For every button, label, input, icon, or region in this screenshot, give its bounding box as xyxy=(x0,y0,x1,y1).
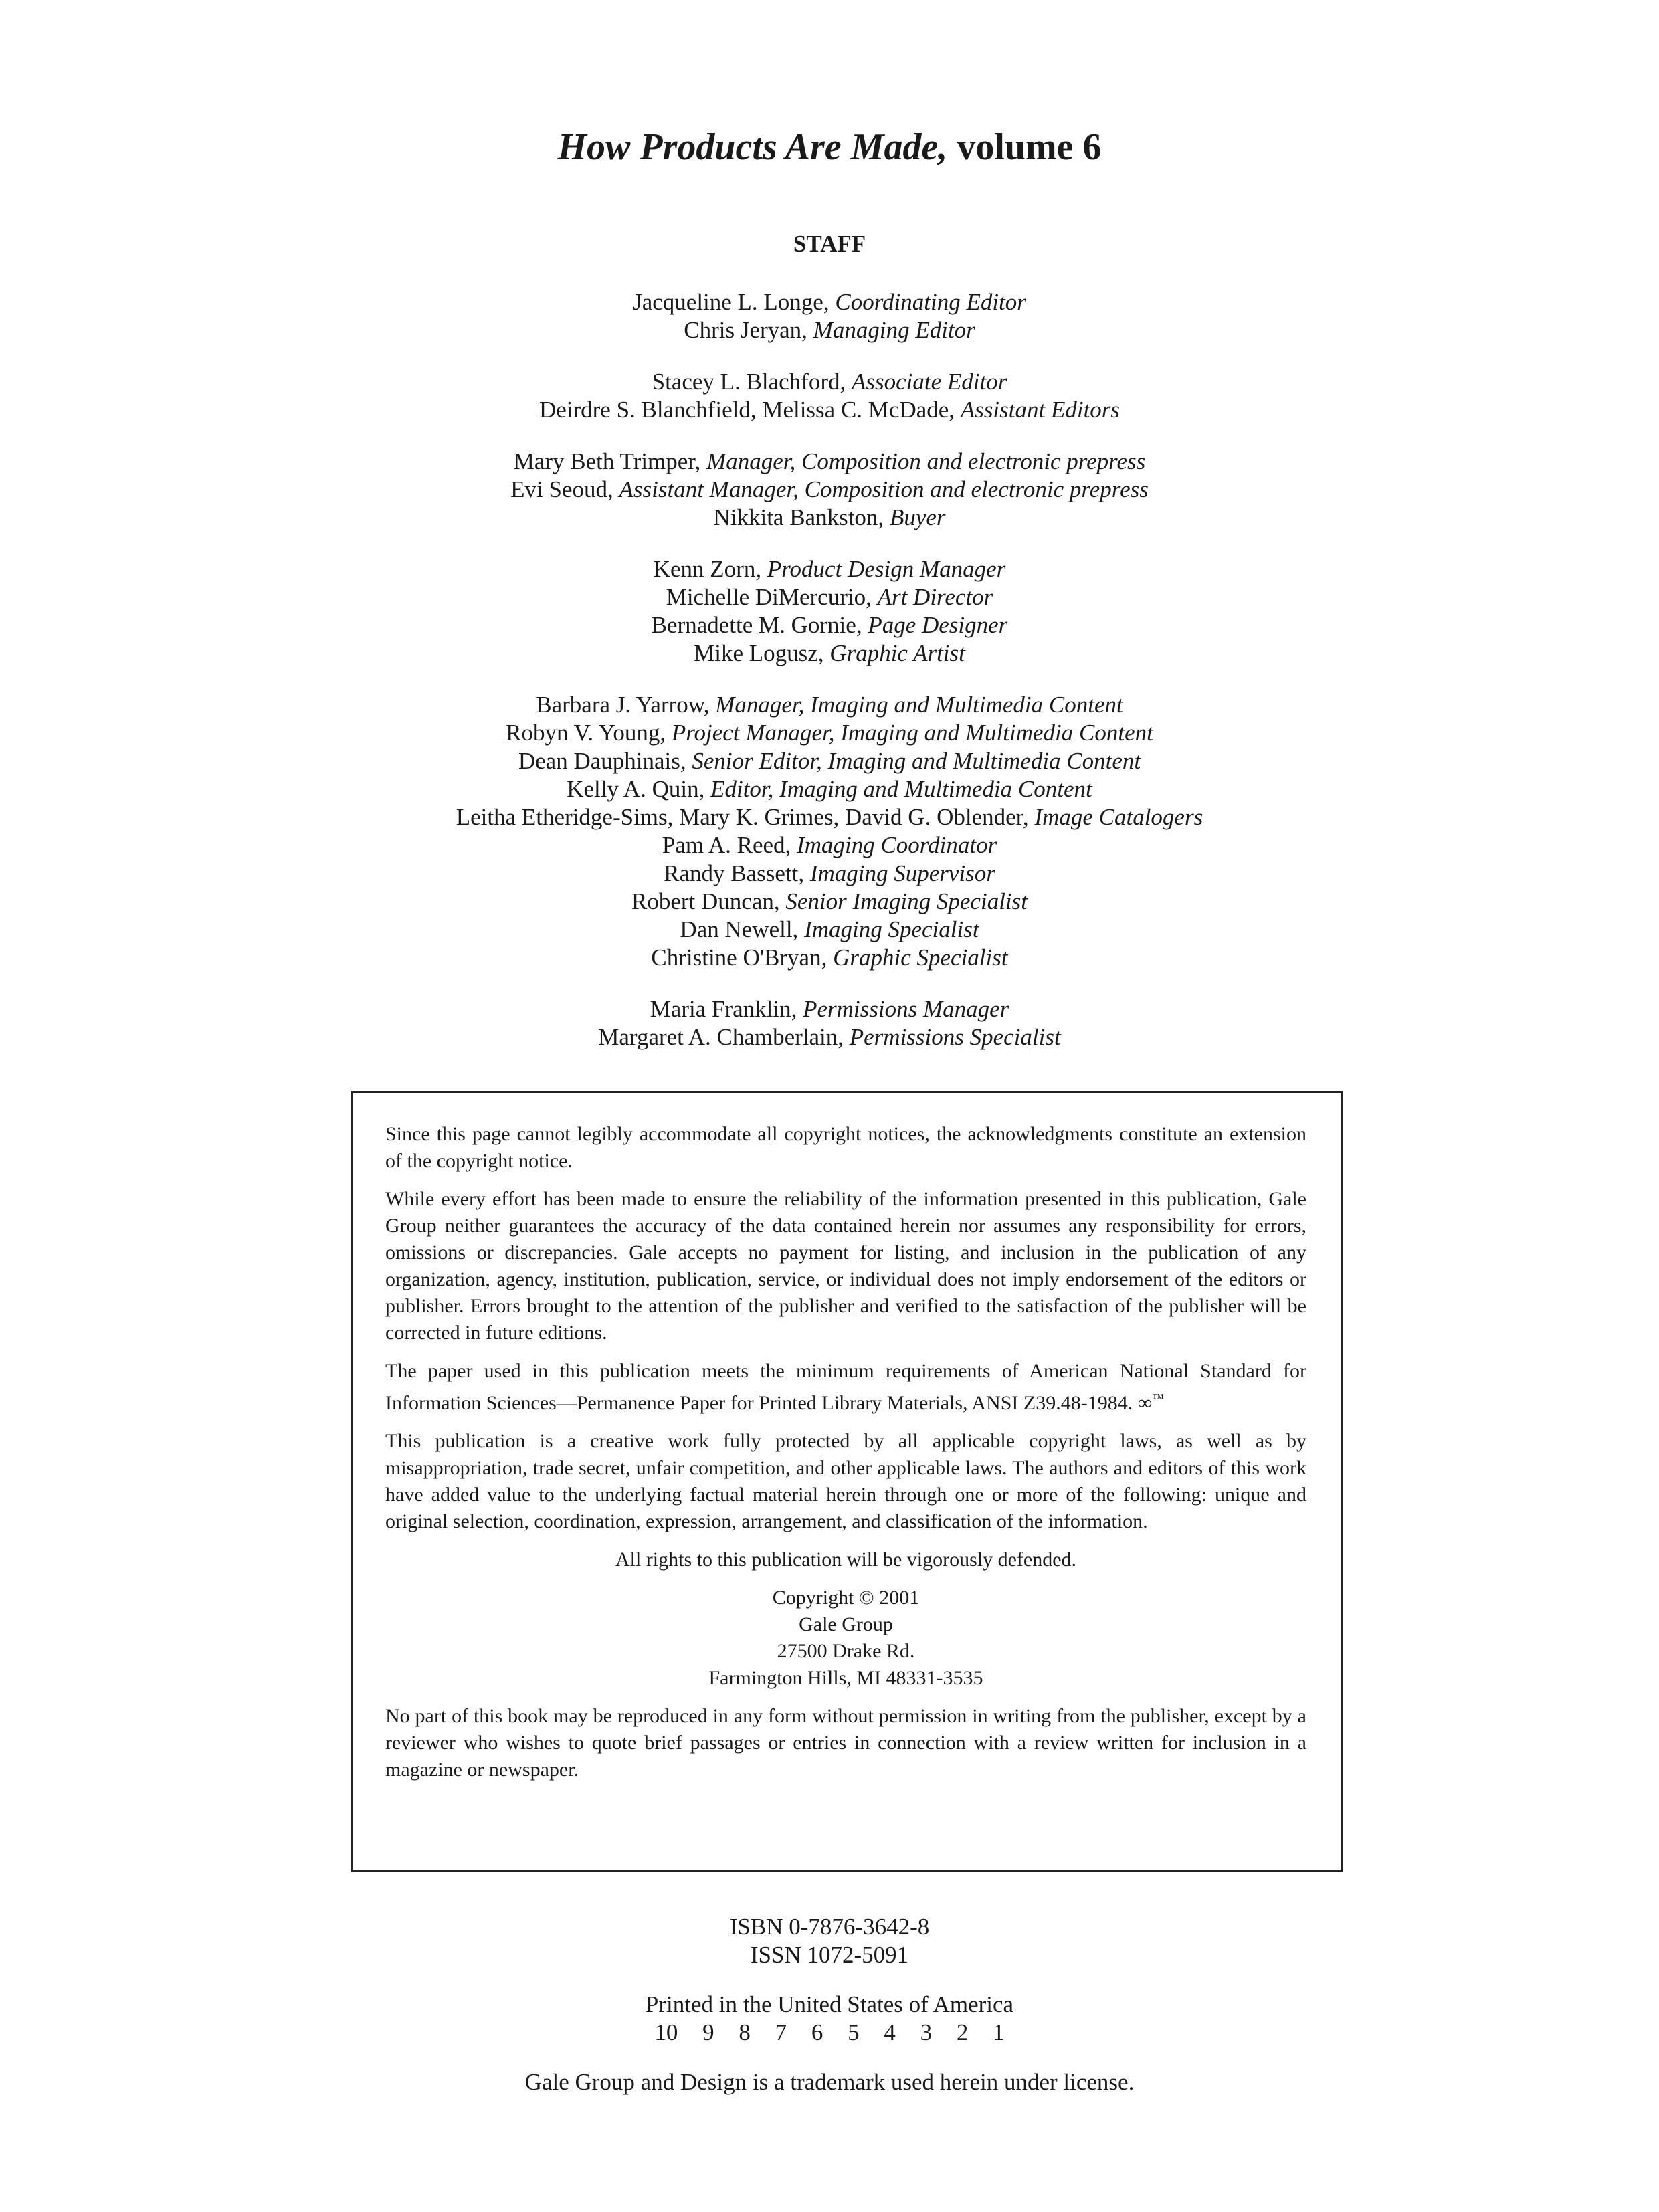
publisher-name: Gale Group xyxy=(799,1613,893,1635)
staff-name: Chris Jeryan, xyxy=(684,317,813,343)
staff-name: Robert Duncan, xyxy=(631,888,786,914)
staff-line xyxy=(0,916,1659,944)
staff-name: Kelly A. Quin, xyxy=(567,776,711,802)
footer-spacer xyxy=(0,1969,1659,1991)
staff-name: Evi Seoud, xyxy=(510,476,619,502)
staff-name: Margaret A. Chamberlain, xyxy=(598,1024,850,1050)
notice-creative-work: This publication is a creative work fully protected by all applicable copyright laws, as well as by misappropriation, trade secret, unfair competition, and other applicable laws. The authors and editors of this work have added value to the underlying factual material herein through one or more of the following: unique and original selection, coordination, expression, arrangement, and classification of the information. xyxy=(385,1430,1306,1532)
staff-role: Managing Editor xyxy=(813,317,975,343)
footer-spacer xyxy=(0,2047,1659,2068)
staff-name: Christine O'Bryan, xyxy=(651,944,834,971)
staff-name: Dan Newell, xyxy=(680,916,805,942)
staff-line xyxy=(0,447,1659,476)
staff-line xyxy=(0,995,1659,1023)
staff-line xyxy=(0,747,1659,775)
staff-line xyxy=(0,1023,1659,1051)
notice-reproduction: No part of this book may be reproduced in any form without permission in writing from the publisher, except by a reviewer who wishes to quote brief passages or entries in connection with a review written for inclusion in a magazine or newspaper. xyxy=(385,1705,1306,1781)
staff-name: Deirdre S. Blanchfield, Melissa C. McDade, xyxy=(539,397,961,423)
staff-role: Graphic Specialist xyxy=(833,944,1008,971)
staff-name: Jacqueline L. Longe, xyxy=(633,289,836,315)
staff-line xyxy=(0,368,1659,396)
trademark-symbol: ™ xyxy=(1152,1391,1164,1405)
book-title-name: How Products Are Made, xyxy=(557,126,948,168)
staff-role: Art Director xyxy=(877,584,993,610)
notice-acknowledgments: Since this page cannot legibly accommodate all copyright notices, the acknowledgments constitute an extension of the copyright notice. xyxy=(385,1123,1306,1172)
notice-rights: All rights to this publication will be vigorously defended. xyxy=(615,1548,1077,1571)
staff-line xyxy=(0,288,1659,316)
staff-role: Coordinating Editor xyxy=(835,289,1026,315)
copyright-address xyxy=(385,1585,1306,1692)
staff-name: Michelle DiMercurio, xyxy=(666,584,878,610)
trademark-notice: Gale Group and Design is a trademark used herein under license. xyxy=(524,2069,1135,2095)
staff-name: Nikkita Bankston, xyxy=(713,504,890,530)
staff-role: Assistant Manager, Composition and electronic prepress xyxy=(619,476,1149,502)
print-run: 10 9 8 7 6 5 4 3 2 1 xyxy=(654,2019,1005,2045)
publisher-street: 27500 Drake Rd. xyxy=(777,1640,915,1662)
notice-paper-text: The paper used in this publication meets the minimum requirements of American National Standard for Information Sciences—Permanence Paper for Printed Library Materials, ANSI Z39.48-1984. xyxy=(385,1360,1306,1414)
staff-group-editors xyxy=(0,288,1659,344)
staff-name: Barbara J. Yarrow, xyxy=(536,692,716,718)
printed-in: Printed in the United States of America xyxy=(645,1991,1014,2017)
isbn: ISBN 0-7876-3642-8 xyxy=(729,1914,930,1940)
staff-line xyxy=(0,611,1659,639)
book-title-volume: volume 6 xyxy=(957,126,1102,168)
staff-role: Buyer xyxy=(889,504,946,530)
book-title xyxy=(0,122,1659,173)
staff-name: Mike Logusz, xyxy=(694,640,830,666)
staff-line xyxy=(0,396,1659,424)
staff-name: Pam A. Reed, xyxy=(662,832,797,858)
staff-name: Bernadette M. Gornie, xyxy=(651,612,868,638)
staff-group-design xyxy=(0,555,1659,668)
staff-role: Manager, Imaging and Multimedia Content xyxy=(715,692,1123,718)
staff-role: Image Catalogers xyxy=(1034,804,1203,830)
staff-line xyxy=(0,639,1659,668)
publisher-city: Farmington Hills, MI 48331-3535 xyxy=(708,1667,983,1689)
staff-line xyxy=(0,775,1659,803)
staff-group-associate xyxy=(0,368,1659,424)
staff-role: Page Designer xyxy=(868,612,1008,638)
staff-role: Imaging Coordinator xyxy=(797,832,997,858)
notice-paper-standard xyxy=(385,1358,1306,1417)
staff-line xyxy=(0,555,1659,583)
notice-disclaimer: While every effort has been made to ensure the reliability of the information presented in this publication, Gale Group neither guarantees the accuracy of the data contained herein nor assumes any responsibility for errors, omissions or discrepancies. Gale accepts no payment for listing, and inclusion in the publication of any organization, agency, institution, publication, service, or individual does not imply endorsement of the editors or publisher. Errors brought to the attention of the publisher and verified to the satisfaction of the publisher will be corrected in future editions. xyxy=(385,1188,1306,1344)
staff-role: Permissions Manager xyxy=(803,996,1009,1022)
staff-role: Editor, Imaging and Multimedia Content xyxy=(710,776,1092,802)
staff-group-permissions xyxy=(0,995,1659,1051)
staff-name: Maria Franklin, xyxy=(650,996,803,1022)
copyright-line: Copyright © 2001 xyxy=(772,1587,920,1609)
staff-name: Randy Bassett, xyxy=(664,860,810,886)
staff-name: Dean Dauphinais, xyxy=(518,748,692,774)
staff-line xyxy=(0,583,1659,611)
staff-role: Senior Imaging Specialist xyxy=(785,888,1028,914)
staff-name: Stacey L. Blachford, xyxy=(652,369,852,395)
staff-role: Imaging Specialist xyxy=(804,916,979,942)
infinity-symbol: ∞ xyxy=(1137,1392,1153,1414)
staff-name: Mary Beth Trimper, xyxy=(513,448,707,474)
staff-role: Assistant Editors xyxy=(960,397,1120,423)
staff-role: Imaging Supervisor xyxy=(809,860,995,886)
staff-line xyxy=(0,316,1659,344)
staff-line xyxy=(0,831,1659,860)
staff-line xyxy=(0,691,1659,719)
issn: ISSN 1072-5091 xyxy=(750,1942,909,1968)
staff-line xyxy=(0,719,1659,747)
staff-role: Senior Editor, Imaging and Multimedia Content xyxy=(692,748,1141,774)
staff-role: Manager, Composition and electronic prepress xyxy=(706,448,1146,474)
staff-role: Graphic Artist xyxy=(830,640,965,666)
staff-role: Product Design Manager xyxy=(767,556,1006,582)
staff-group-composition xyxy=(0,447,1659,532)
staff-name: Robyn V. Young, xyxy=(506,720,672,746)
infinity-paper-icon xyxy=(1138,1392,1164,1414)
staff-line xyxy=(0,803,1659,831)
staff-name: Leitha Etheridge-Sims, Mary K. Grimes, David G. Oblender, xyxy=(456,804,1035,830)
staff-role: Project Manager, Imaging and Multimedia Content xyxy=(671,720,1153,746)
staff-list xyxy=(0,288,1659,1075)
staff-line xyxy=(0,888,1659,916)
copyright-notice-box xyxy=(351,1091,1343,1872)
staff-line xyxy=(0,504,1659,532)
staff-line xyxy=(0,944,1659,972)
staff-line xyxy=(0,476,1659,504)
staff-name: Kenn Zorn, xyxy=(653,556,767,582)
staff-line xyxy=(0,860,1659,888)
staff-role: Permissions Specialist xyxy=(849,1024,1061,1050)
staff-role: Associate Editor xyxy=(852,369,1007,395)
publication-footer xyxy=(0,1913,1659,2096)
staff-group-imaging xyxy=(0,691,1659,972)
staff-heading: STAFF xyxy=(793,231,866,257)
